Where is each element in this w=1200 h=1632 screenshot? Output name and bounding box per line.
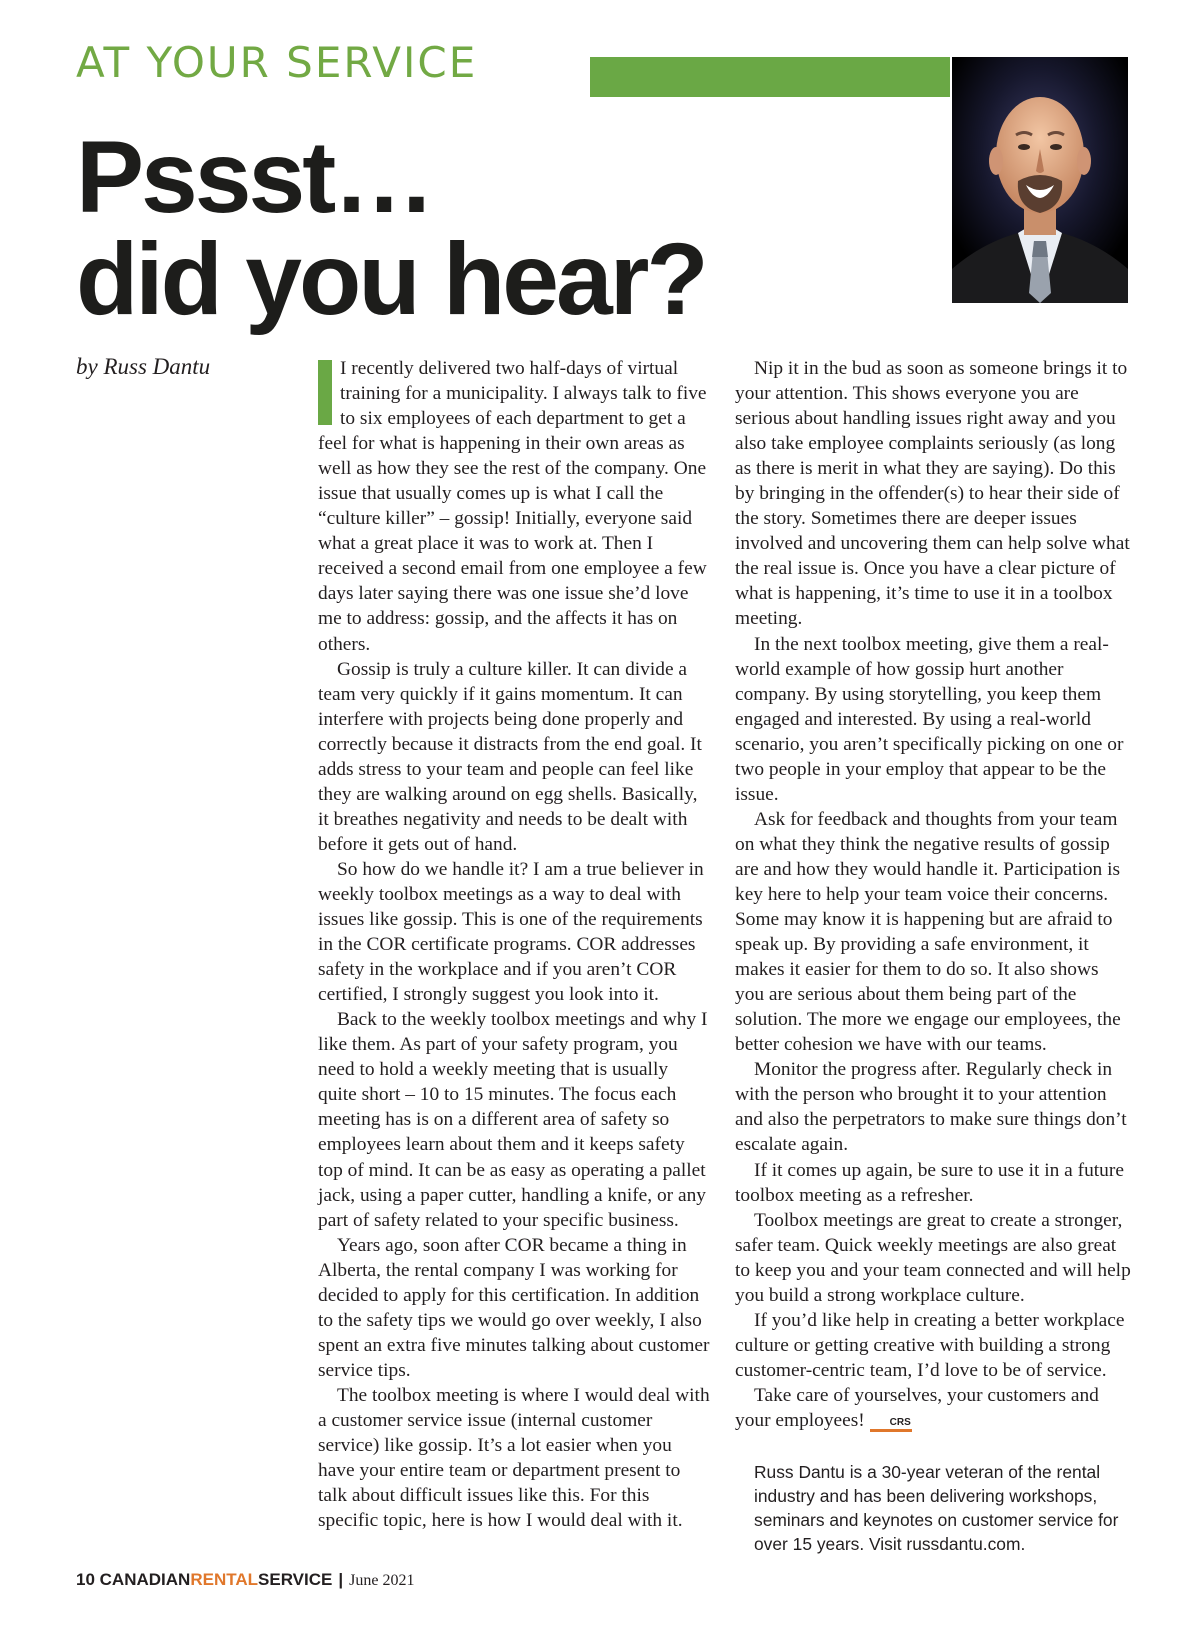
paragraph: Back to the weekly toolbox meetings and why I like them. As part of your safety program, you need to hold a weekly meeting that is usually quite short – 10 to 15 minutes. The focus each meeting has is on a different area of safety so employees learn about them and it keeps safety top of mind. It can be as easy as operating a pallet jack, using a paper cutter, handling a knife, or any part of safety related to your specific business. bbox=[318, 1009, 708, 1231]
headline-line-2: did you hear? bbox=[76, 222, 706, 336]
end-mark-icon: CRS bbox=[870, 1417, 912, 1432]
paragraph: If it comes up again, be sure to use it in a future toolbox meeting as a refresher. bbox=[735, 1159, 1124, 1206]
drop-cap-bar bbox=[318, 360, 332, 425]
paragraph: Years ago, soon after COR became a thing in Alberta, the rental company I was working for decided to apply for this certification. In addition to the safety tips we would go over weekly, I also spent an extra five minutes talking about customer service tips. bbox=[318, 1234, 710, 1381]
paragraph: In the next toolbox meeting, give them a real-world example of how gossip hurt another company. By using storytelling, you keep them engaged and interested. By using a real-world scenario, you aren’t specifically picking on one or two people in your employ that appear to be the issue. bbox=[735, 633, 1124, 805]
byline: by Russ Dantu bbox=[76, 354, 211, 379]
closing-text: Take care of yourselves, your customers and your employees! bbox=[735, 1384, 1099, 1431]
paragraph: So how do we handle it? I am a true believer in weekly toolbox meetings as a way to deal with issues like gossip. This is one of the requirements in the COR certificate programs. COR addresses safety in the workplace and if you aren’t COR certified, I strongly suggest you look into it. bbox=[318, 858, 704, 1006]
author-portrait-icon bbox=[952, 57, 1128, 303]
paragraph: Toolbox meetings are great to create a stronger, safer team. Quick weekly meetings are also great to keep you and your team connected and will help you build a strong workplace culture. bbox=[735, 1209, 1131, 1306]
article-column-1 bbox=[318, 356, 710, 1533]
paragraph: Ask for feedback and thoughts from your team on what they think the negative results of gossip are and how they would handle it. Participation is key here to help your team voice their concerns. Some may know it is happening but are afraid to speak up. By providing a safe environment, it makes it easier for them to do so. It also shows you are serious about them being part of the solution. The more we engage our employees, the better cohesion we have with our teams. bbox=[735, 808, 1121, 1056]
magazine-name-part-2: RENTAL bbox=[190, 1570, 259, 1589]
section-accent-bar bbox=[590, 57, 950, 97]
closing-paragraph bbox=[735, 1383, 1131, 1433]
paragraph: If you’d like help in creating a better workplace culture or getting creative with building a strong customer-centric team, I’d love to be of service. bbox=[735, 1309, 1125, 1381]
headline bbox=[76, 120, 706, 336]
article-column-2 bbox=[735, 356, 1131, 1433]
headline-line-1: Pssst… bbox=[76, 120, 433, 234]
magazine-name-part-3: SERVICE bbox=[258, 1570, 333, 1589]
paragraph: I recently delivered two half-days of virtual training for a municipality. I always talk to five to six employees of each department to get a feel for what is happening in their own areas as well as how they see the rest of the company. One issue that usually comes up is what I call the “culture killer” – gossip! Initially, everyone said what a great place it was to work at. Then I received a second email from one employee a few days later saying there was one issue she’d love me to address: gossip, and the affects it has on others. bbox=[318, 358, 707, 655]
paragraph: Monitor the progress after. Regularly check in with the person who brought it to your attention and also the perpetrators to make sure things don’t escalate again. bbox=[735, 1059, 1127, 1156]
page-footer bbox=[76, 1570, 414, 1591]
magazine-name-part-1: CANADIAN bbox=[99, 1570, 191, 1589]
author-bio: Russ Dantu is a 30-year veteran of the rental industry and has been delivering workshops, seminars and keynotes on customer service for over 15 years. Visit russdantu.com. bbox=[754, 1462, 1119, 1554]
paragraph: The toolbox meeting is where I would deal with a customer service issue (internal customer service) like gossip. It’s a lot easier when you have your entire team or department present to talk about difficult issues like this. For this specific topic, here is how I would deal with it. bbox=[318, 1384, 710, 1532]
author-photo bbox=[952, 57, 1128, 303]
issue-date: June 2021 bbox=[349, 1572, 415, 1589]
section-label: AT YOUR SERVICE bbox=[76, 38, 478, 87]
paragraph: Nip it in the bud as soon as someone brings it to your attention. This shows everyone you are serious about handling issues right away and you also take employee complaints seriously (as long as there is merit in what they are saying). Do this by bringing in the offender(s) to hear their side of the story. Sometimes there are deeper issues involved and uncovering them can help solve what the real issue is. Once you have a clear picture of what is happening, it’s time to use it in a toolbox meeting. bbox=[735, 358, 1130, 630]
footer-separator: | bbox=[338, 1570, 344, 1589]
paragraph: Gossip is truly a culture killer. It can divide a team very quickly if it gains momentum. It can interfere with projects being done properly and correctly because it distracts from the end goal. It adds stress to your team and people can feel like they are walking around on egg shells. Basically, it breathes negativity and needs to be dealt with before it gets out of hand. bbox=[318, 658, 702, 855]
page-number: 10 bbox=[76, 1570, 95, 1589]
